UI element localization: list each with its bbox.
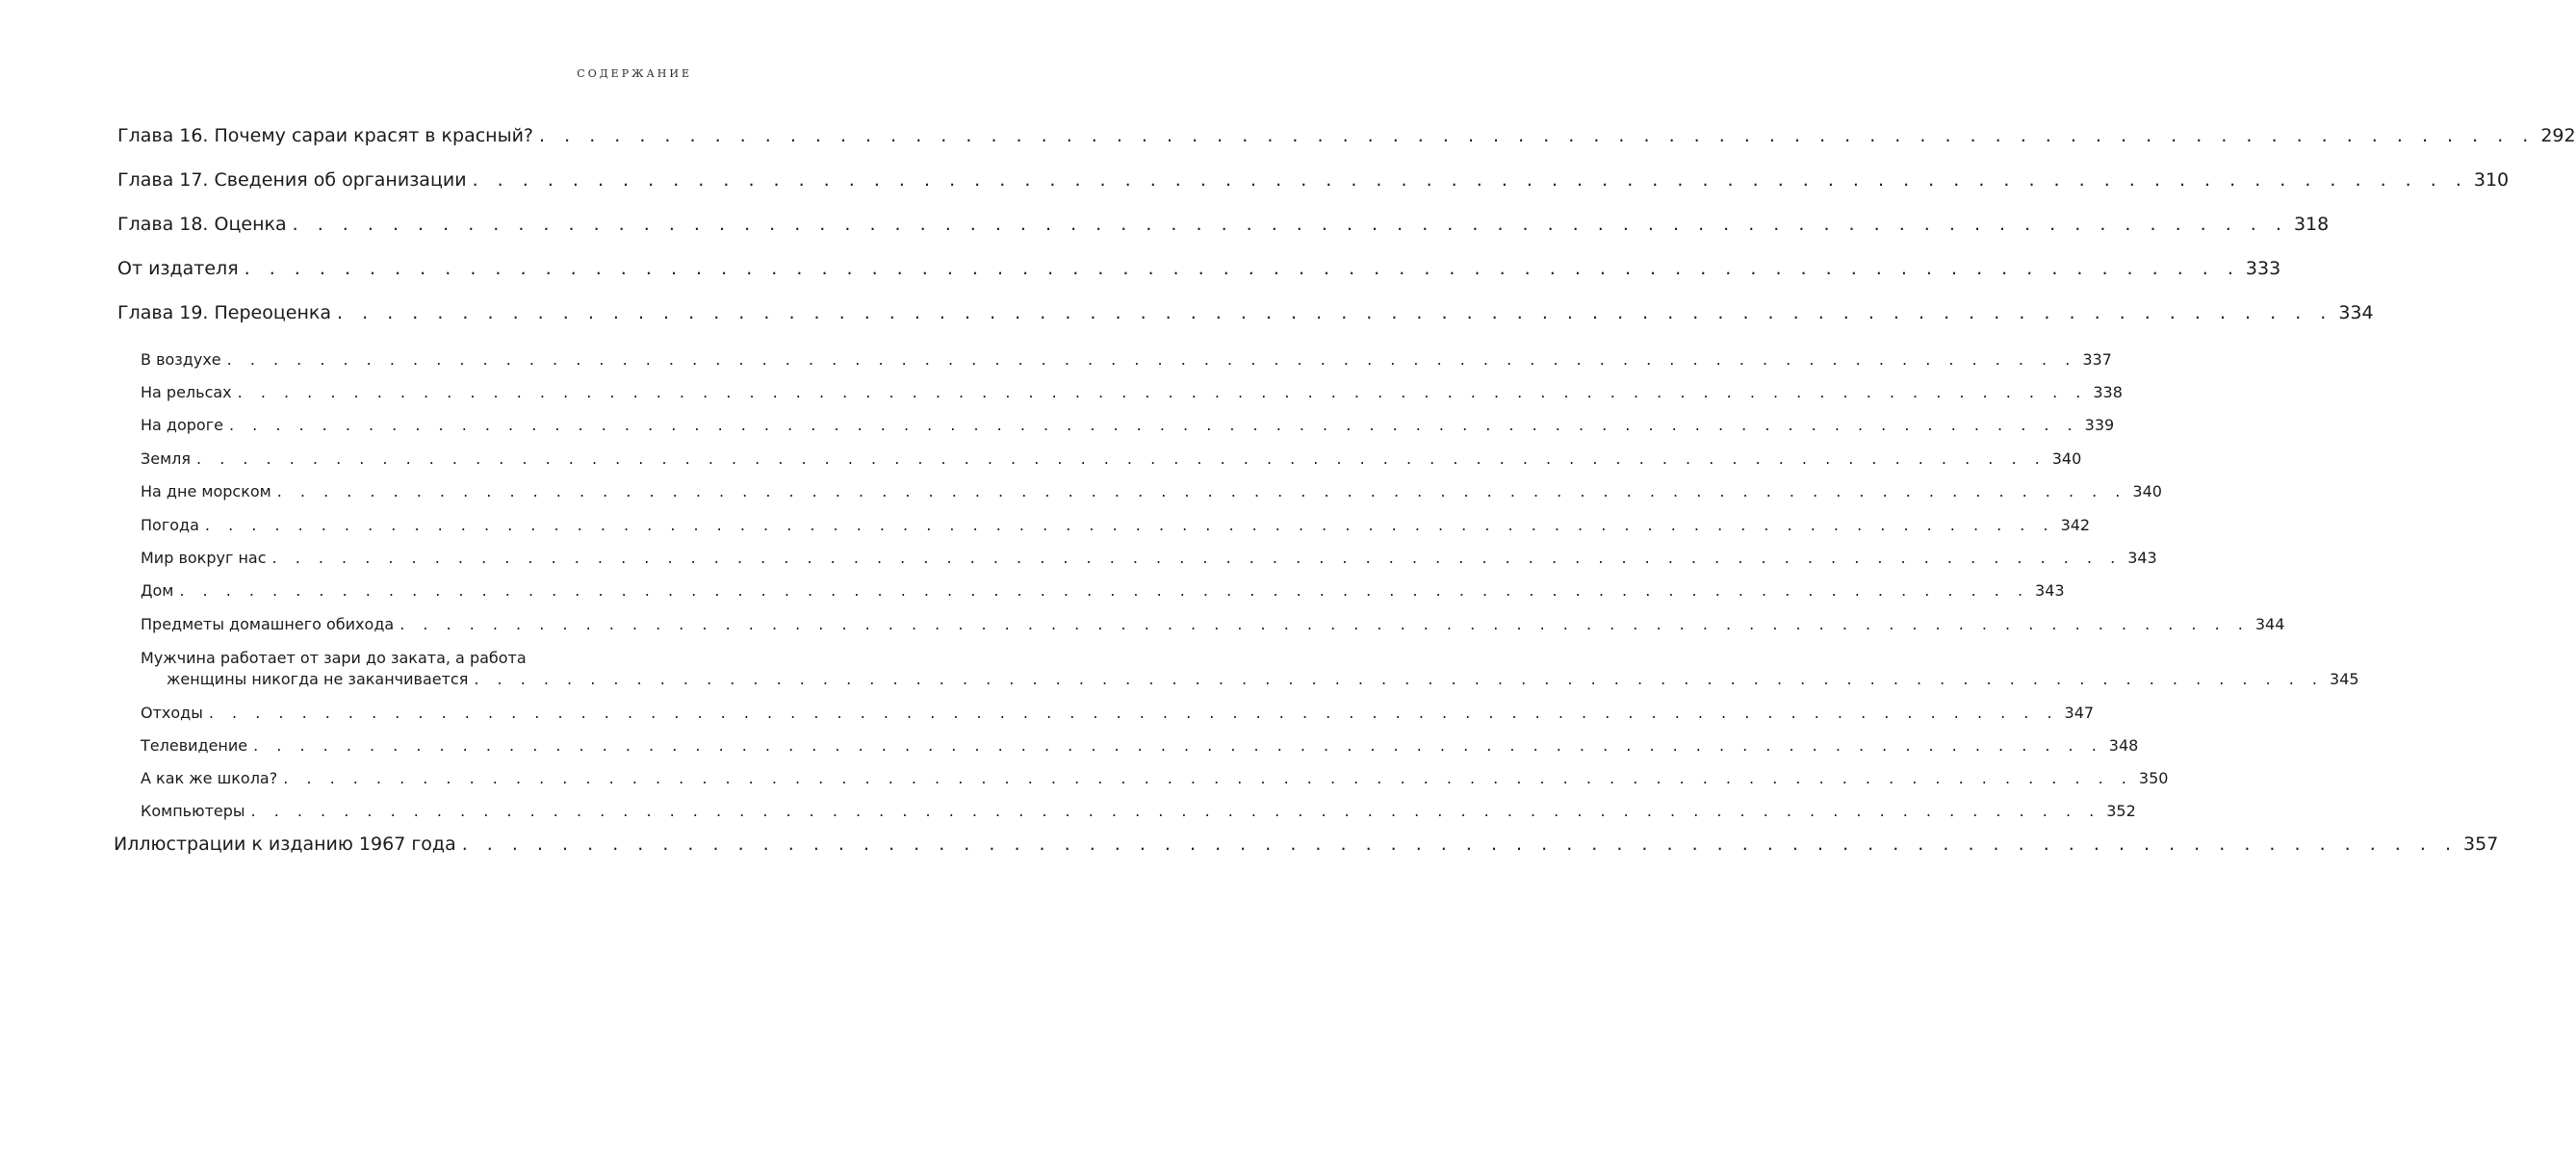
toc-subentry-title: На дне морском bbox=[141, 482, 271, 500]
toc-entry-illustrations[interactable] bbox=[114, 834, 2499, 855]
toc-subentry-title: В воздухе bbox=[141, 350, 221, 369]
toc-entry-title: Иллюстрации к изданию 1967 года bbox=[114, 834, 456, 855]
toc-subentry-page: 343 bbox=[2127, 549, 2157, 567]
toc-entry-chapter-17[interactable] bbox=[117, 169, 2510, 191]
dot-leader: . . . . . . . . . . . . . . . . . . . . . . . . . . . . . . . . . . . . . . . . . . . . . . . . . . . . . . . . . . . . . . . . . . . . . . . . . . . . . . . . bbox=[474, 670, 2325, 688]
dot-leader: . . . . . . . . . . . . . . . . . . . . . . . . . . . . . . . . . . . . . . . . . . . . . . . . . . . . . . . . . . . . . . . . . . . . . . . . . . . . . . . . bbox=[226, 350, 2077, 369]
toc-subentry[interactable] bbox=[141, 581, 2065, 600]
toc-subentry-title: Мир вокруг нас bbox=[141, 549, 267, 567]
dot-leader: . . . . . . . . . . . . . . . . . . . . . . . . . . . . . . . . . . . . . . . . . . . . . . . . . . . . . . . . . . . . . . . . . . . . . . . . . . . . . . . . bbox=[250, 802, 2101, 820]
toc-entry-page: 318 bbox=[2293, 214, 2330, 235]
toc-subentry-page: 347 bbox=[2064, 704, 2095, 722]
toc-subentry[interactable] bbox=[141, 516, 2091, 534]
toc-subentry-title: Земля bbox=[141, 449, 192, 468]
toc-entry-title: Глава 18. Оценка bbox=[117, 214, 287, 235]
dot-leader: . . . . . . . . . . . . . . . . . . . . . . . . . . . . . . . . . . . . . . . . . . . . . . . . . . . . . . . . . . . . . . . . . . . . . . . . . . . . . . . . bbox=[179, 581, 2030, 600]
toc-subentry-title: Компьютеры bbox=[141, 802, 245, 820]
toc-subentry[interactable] bbox=[141, 383, 2123, 401]
toc-entry-chapter-19[interactable] bbox=[117, 302, 2374, 323]
toc-entry-title: Глава 17. Сведения об организации bbox=[117, 169, 467, 191]
toc-subentry-title-line-1[interactable]: Мужчина работает от зари до заката, а работа bbox=[141, 649, 527, 667]
toc-subentry[interactable] bbox=[141, 416, 2115, 434]
dot-leader: . . . . . . . . . . . . . . . . . . . . . . . . . . . . . . . . . . . . . . . . . . . . . . . . . . . . . . . . . . . . . . . . . . . . . . . . . . . . . . . . bbox=[472, 169, 2468, 191]
toc-entry-page: 334 bbox=[2338, 302, 2374, 323]
dot-leader: . . . . . . . . . . . . . . . . . . . . . . . . . . . . . . . . . . . . . . . . . . . . . . . . . . . . . . . . . . . . . . . . . . . . . . . . . . . . . . . . bbox=[337, 302, 2333, 323]
dot-leader: . . . . . . . . . . . . . . . . . . . . . . . . . . . . . . . . . . . . . . . . . . . . . . . . . . . . . . . . . . . . . . . . . . . . . . . . . . . . . . . . bbox=[276, 482, 2127, 500]
dot-leader: . . . . . . . . . . . . . . . . . . . . . . . . . . . . . . . . . . . . . . . . . . . . . . . . . . . . . . . . . . . . . . . . . . . . . . . . . . . . . . . . bbox=[204, 516, 2055, 534]
toc-subentry-title: Отходы bbox=[141, 704, 203, 722]
toc-subentry-page: 348 bbox=[2108, 736, 2139, 755]
dot-leader: . . . . . . . . . . . . . . . . . . . . . . . . . . . . . . . . . . . . . . . . . . . . . . . . . . . . . . . . . . . . . . . . . . . . . . . . . . . . . . . . bbox=[196, 449, 2047, 468]
toc-subentry-title: На рельсах bbox=[141, 383, 232, 401]
dot-leader: . . . . . . . . . . . . . . . . . . . . . . . . . . . . . . . . . . . . . . . . . . . . . . . . . . . . . . . . . . . . . . . . . . . . . . . . . . . . . . . . bbox=[271, 549, 2123, 567]
toc-subentry-page: 344 bbox=[2254, 615, 2285, 633]
toc-subentry[interactable] bbox=[141, 549, 2157, 567]
toc-subentry-title: На дороге bbox=[141, 416, 223, 434]
toc-subentry-page: 342 bbox=[2060, 516, 2091, 534]
toc-subentry[interactable] bbox=[141, 704, 2095, 722]
dot-leader: . . . . . . . . . . . . . . . . . . . . . . . . . . . . . . . . . . . . . . . . . . . . . . . . . . . . . . . . . . . . . . . . . . . . . . . . . . . . . . . . bbox=[292, 214, 2288, 235]
toc-entry-title: От издателя bbox=[117, 258, 239, 279]
dot-leader: . . . . . . . . . . . . . . . . . . . . . . . . . . . . . . . . . . . . . . . . . . . . . . . . . . . . . . . . . . . . . . . . . . . . . . . . . . . . . . . . bbox=[237, 383, 2088, 401]
toc-subentry-page: 339 bbox=[2084, 416, 2115, 434]
toc-subentry-page: 352 bbox=[2106, 802, 2136, 820]
toc-subentry[interactable] bbox=[141, 449, 2082, 468]
toc-subentry[interactable] bbox=[141, 736, 2139, 755]
dot-leader: . . . . . . . . . . . . . . . . . . . . . . . . . . . . . . . . . . . . . . . . . . . . . . . . . . . . . . . . . . . . . . . . . . . . . . . . . . . . . . . . bbox=[461, 834, 2459, 855]
toc-subentry-page: 337 bbox=[2082, 350, 2112, 369]
toc-subentry-page: 338 bbox=[2093, 383, 2123, 401]
toc-subentry-page: 350 bbox=[2138, 769, 2169, 787]
dot-leader: . . . . . . . . . . . . . . . . . . . . . . . . . . . . . . . . . . . . . . . . . . . . . . . . . . . . . . . . . . . . . . . . . . . . . . . . . . . . . . . . bbox=[228, 416, 2079, 434]
toc-subentry[interactable] bbox=[141, 769, 2169, 787]
toc-subentry-page: 343 bbox=[2035, 581, 2065, 600]
toc-entry-publisher[interactable] bbox=[117, 258, 2281, 279]
toc-subentry-title: Погода bbox=[141, 516, 199, 534]
toc-entry-page: 333 bbox=[2245, 258, 2281, 279]
toc-entry-page: 292 bbox=[2540, 125, 2576, 146]
dot-leader: . . . . . . . . . . . . . . . . . . . . . . . . . . . . . . . . . . . . . . . . . . . . . . . . . . . . . . . . . . . . . . . . . . . . . . . . . . . . . . . . bbox=[244, 258, 2240, 279]
toc-entry-chapter-18[interactable] bbox=[117, 214, 2330, 235]
dot-leader: . . . . . . . . . . . . . . . . . . . . . . . . . . . . . . . . . . . . . . . . . . . . . . . . . . . . . . . . . . . . . . . . . . . . . . . . . . . . . . . . bbox=[283, 769, 2133, 787]
toc-entry-title: Глава 19. Переоценка bbox=[117, 302, 332, 323]
toc-subentry-page: 340 bbox=[2051, 449, 2082, 468]
toc-subentry[interactable] bbox=[141, 615, 2285, 633]
toc-subentry-title: Дом bbox=[141, 581, 174, 600]
toc-subentry[interactable] bbox=[141, 350, 2112, 369]
dot-leader: . . . . . . . . . . . . . . . . . . . . . . . . . . . . . . . . . . . . . . . . . . . . . . . . . . . . . . . . . . . . . . . . . . . . . . . . . . . . . . . . bbox=[208, 704, 2059, 722]
toc-entry-page: 357 bbox=[2463, 834, 2499, 855]
dot-leader: . . . . . . . . . . . . . . . . . . . . . . . . . . . . . . . . . . . . . . . . . . . . . . . . . . . . . . . . . . . . . . . . . . . . . . . . . . . . . . . . bbox=[253, 736, 2103, 755]
toc-entry-page: 310 bbox=[2473, 169, 2510, 191]
toc-subentry-title-line-2: женщины никогда не заканчивается bbox=[167, 670, 469, 688]
toc-subentry-title: Предметы домашнего обихода bbox=[141, 615, 395, 633]
toc-subentry-title: А как же школа? bbox=[141, 769, 278, 787]
toc-subentry-page: 345 bbox=[2330, 670, 2359, 688]
toc-subentry-title: Телевидение bbox=[141, 736, 248, 755]
toc-subentry[interactable] bbox=[141, 802, 2136, 820]
toc-subentry-page: 340 bbox=[2132, 482, 2162, 500]
dot-leader: . . . . . . . . . . . . . . . . . . . . . . . . . . . . . . . . . . . . . . . . . . . . . . . . . . . . . . . . . . . . . . . . . . . . . . . . . . . . . . . . bbox=[399, 615, 2250, 633]
toc-entry-chapter-16[interactable] bbox=[117, 125, 2576, 146]
running-head-title: СОДЕРЖАНИЕ bbox=[577, 67, 692, 80]
toc-entry-title: Глава 16. Почему сараи красят в красный? bbox=[117, 125, 534, 146]
dot-leader: . . . . . . . . . . . . . . . . . . . . . . . . . . . . . . . . . . . . . . . . . . . . . . . . . . . . . . . . . . . . . . . . . . . . . . . . . . . . . . . . bbox=[539, 125, 2536, 146]
toc-subentry[interactable] bbox=[141, 482, 2162, 500]
toc-subentry[interactable] bbox=[167, 670, 2359, 688]
